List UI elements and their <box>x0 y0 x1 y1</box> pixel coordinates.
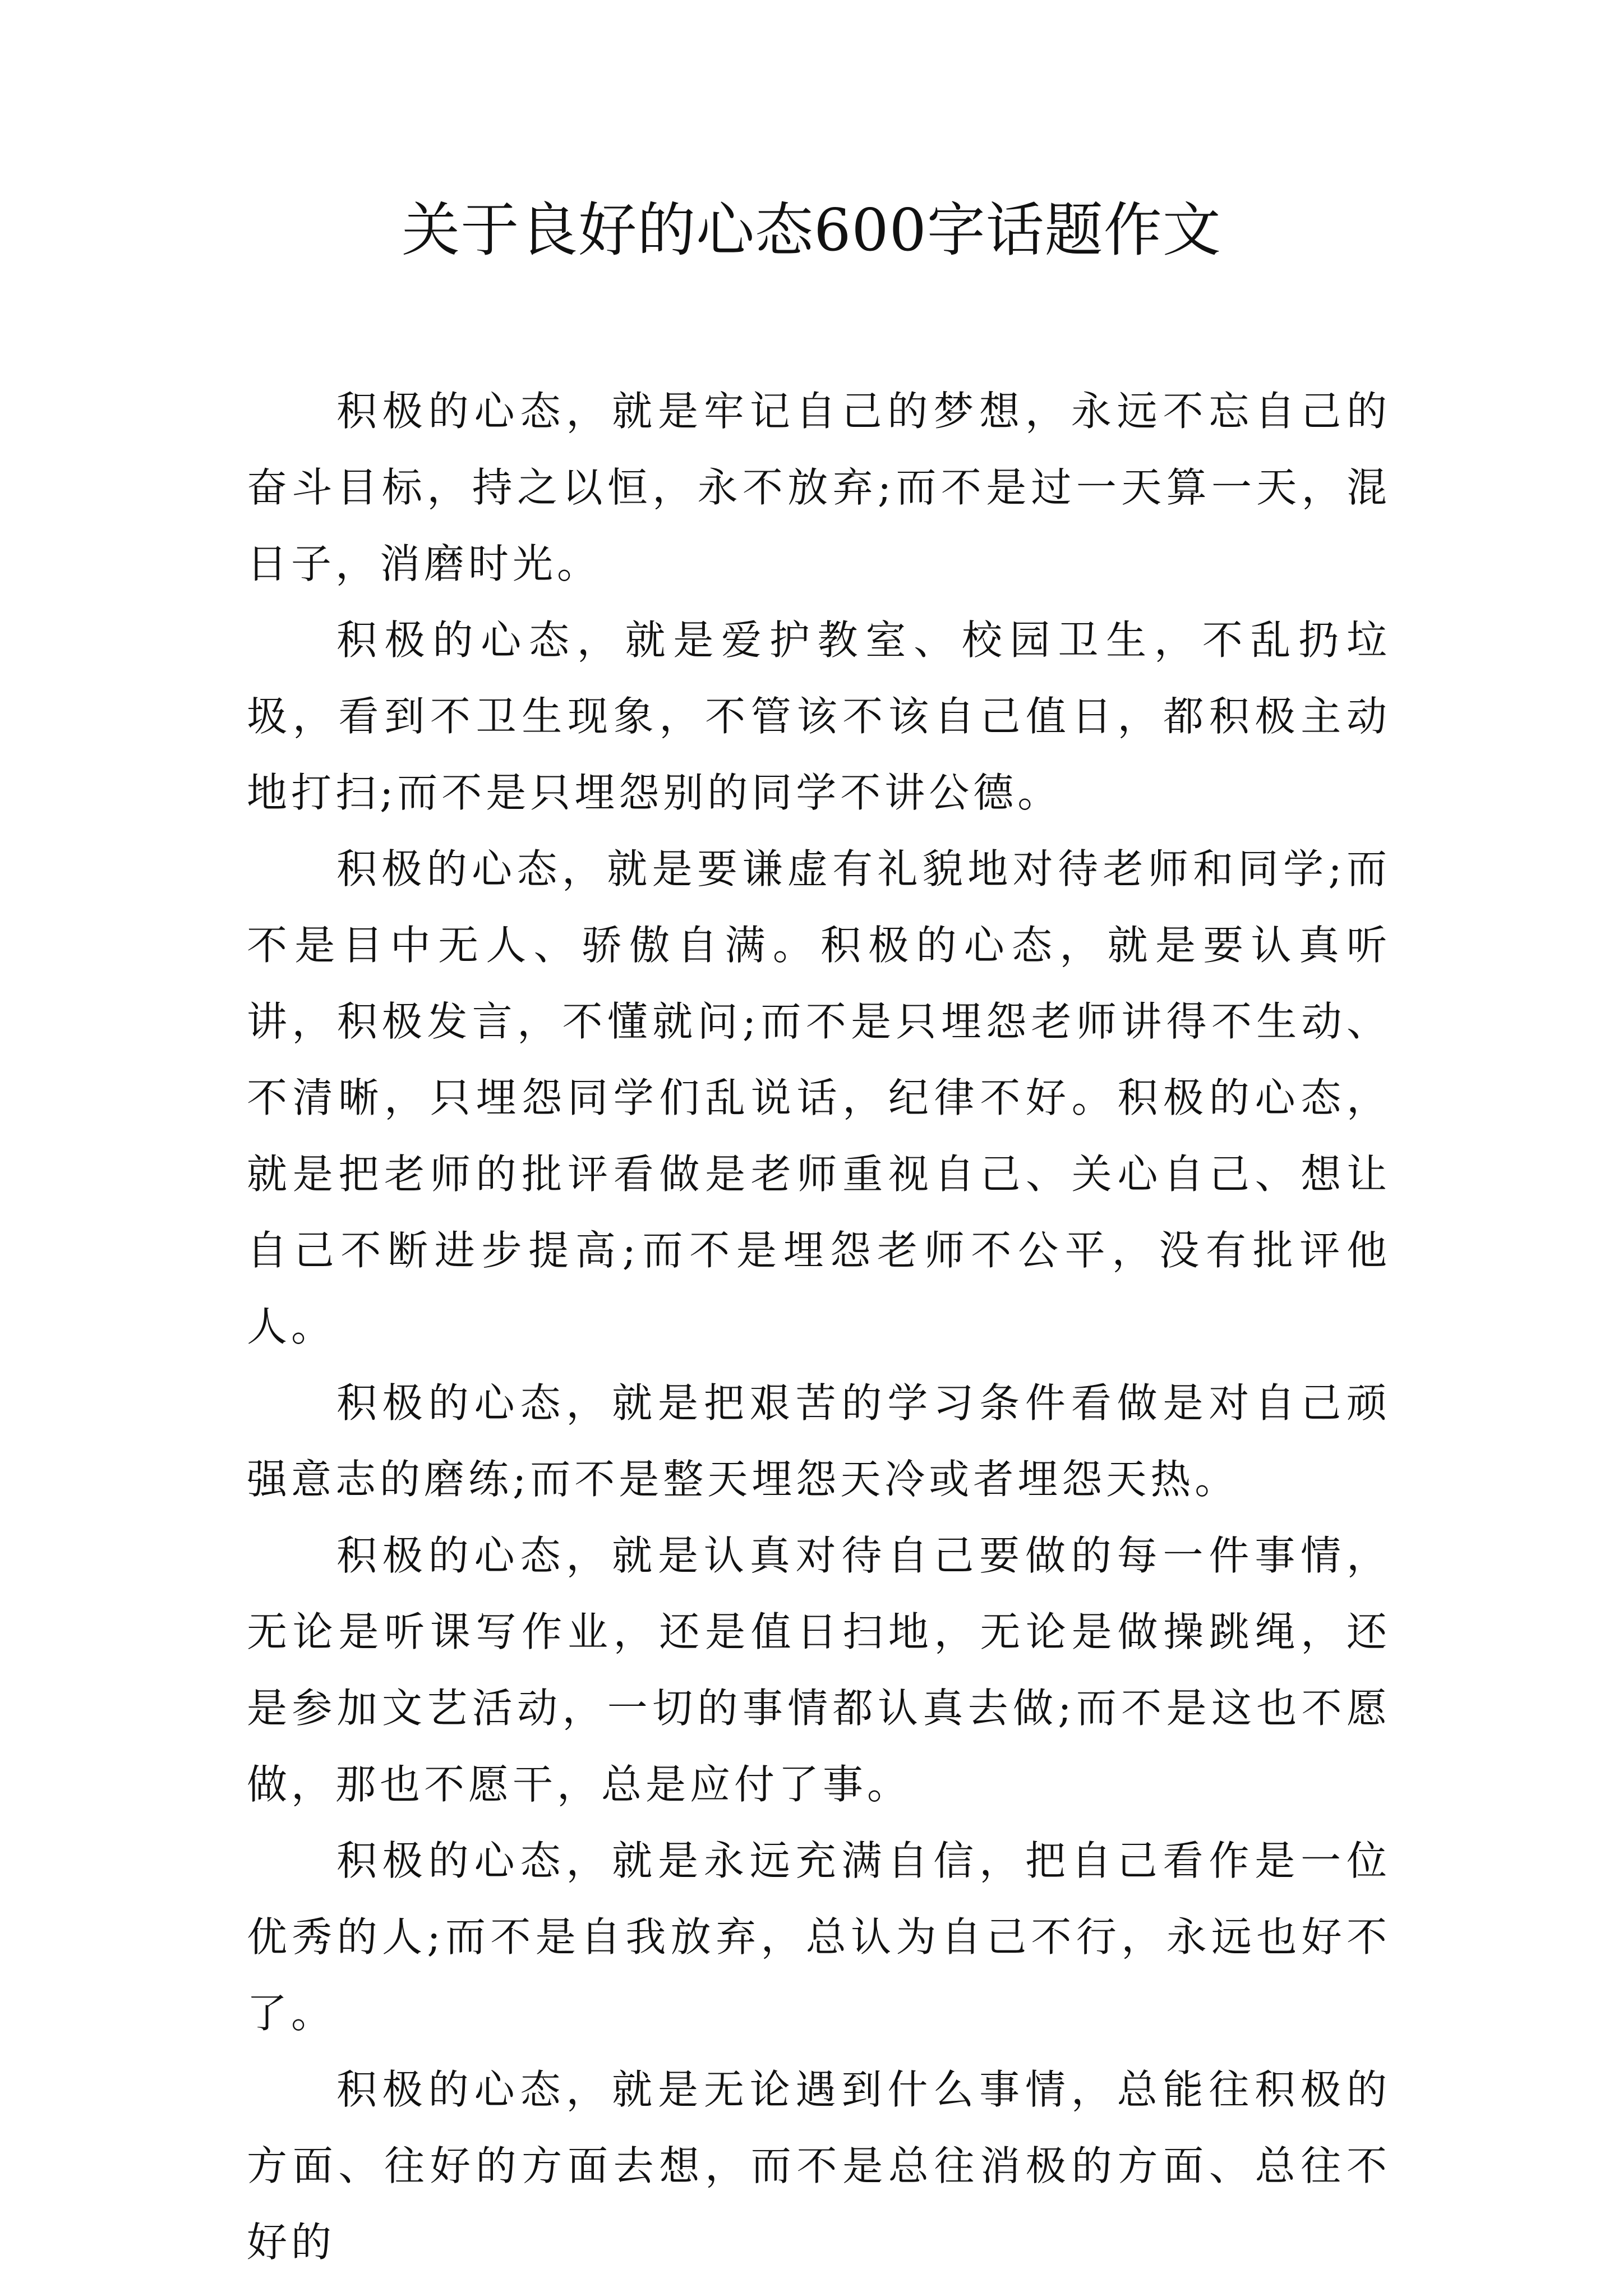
document-body <box>247 373 1391 2280</box>
paragraph: 积极的心态，就是把艰苦的学习条件看做是对自己顽强意志的磨练;而不是整天埋怨天冷或者埋怨天热。 <box>247 1379 1391 1503</box>
document-title: 关于良好的心态600字话题作文 <box>402 196 1221 264</box>
paragraph: 积极的心态，就是牢记自己的梦想，永远不忘自己的奋斗目标，持之以恒，永不放弃;而不是过一天算一天，混日子，消磨时光。 <box>247 388 1391 587</box>
paragraph: 积极的心态，就是要谦虚有礼貌地对待老师和同学;而不是目中无人、骄傲自满。积极的心态，就是要认真听讲，积极发言，不懂就问;而不是只埋怨老师讲得不生动、不清晰，只埋怨同学们乱说话，纪律不好。积极的心态，就是把老师的批评看做是老师重视自己、关心自己、想让自己不断进步提高;而不是埋怨老师不公平，没有批评他人。 <box>247 845 1391 1350</box>
paragraph: 积极的心态，就是无论遇到什么事情，总能往积极的方面、往好的方面去想，而不是总往消极的方面、总往不好的 <box>247 2066 1391 2266</box>
paragraph: 积极的心态，就是永远充满自信，把自己看作是一位优秀的人;而不是自我放弃，总认为自己不行，永远也好不了。 <box>247 1837 1391 2037</box>
paragraph: 积极的心态，就是爱护教室、校园卫生，不乱扔垃圾，看到不卫生现象，不管该不该自己值日，都积极主动地打扫;而不是只埋怨别的同学不讲公德。 <box>247 616 1391 816</box>
paragraph: 积极的心态，就是认真对待自己要做的每一件事情，无论是听课写作业，还是值日扫地，无论是做操跳绳，还是参加文艺活动，一切的事情都认真去做;而不是这也不愿做，那也不愿干，总是应付了事。 <box>247 1532 1391 1808</box>
